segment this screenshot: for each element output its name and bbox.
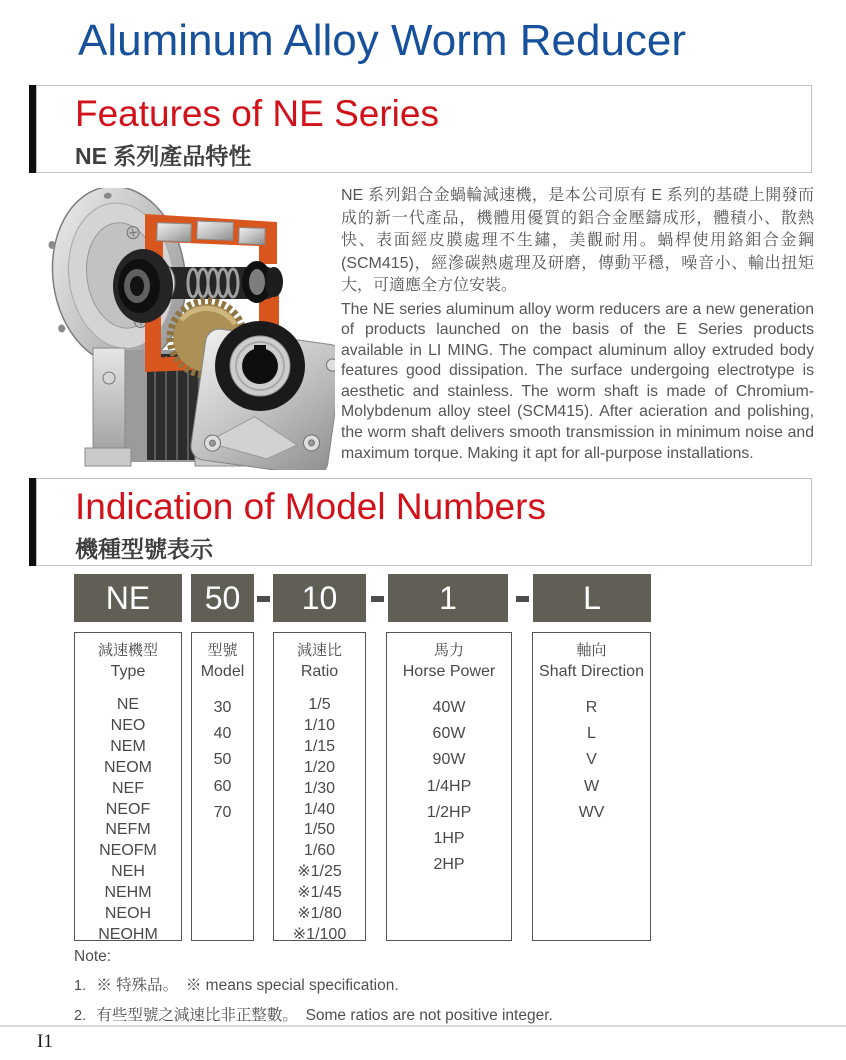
table-cell: 1/15 [303, 737, 336, 755]
features-paragraph-en: The NE series aluminum alloy worm reducers are a new generation of products launched on the basis of the E Series products available in LI MING. The compact aluminum alloy extruded body features good dissipation. The surface undergoing electrotype is aesthetic and stainless. The worm shaft is made of Chromium-Molybdenum alloy steel (SCM415). After acieration and polishing, the worm shaft delivers smooth transmission in minimum noise and maximum torque. Making it apt for all-purpose installations. [341, 300, 814, 462]
features-heading-en: Features of NE Series [75, 93, 439, 134]
table-cell: 1/20 [303, 758, 336, 776]
model-code-type: NE [74, 574, 182, 622]
features-text-block [341, 185, 814, 464]
table-cell: 40 [213, 725, 232, 743]
table-cell: L [587, 725, 596, 743]
column-header-zh: 軸向 [576, 642, 607, 659]
column-values [533, 695, 650, 826]
model-code-shaft: L [533, 574, 651, 622]
note-number: 2. [74, 1008, 87, 1024]
table-cell: 1/30 [303, 779, 336, 797]
table-cell: R [585, 699, 598, 716]
column-values [75, 695, 181, 946]
model-code-dash [371, 596, 384, 602]
table-cell: 40W [432, 699, 466, 716]
section-accent-bar [29, 85, 36, 173]
model-heading-zh: 機種型號表示 [75, 536, 213, 562]
model-code-model: 50 [191, 574, 254, 622]
table-cell: 1/5 [308, 696, 331, 713]
table-cell: 1/4HP [426, 777, 472, 795]
column-values [192, 695, 253, 826]
table-cell: NEOF [105, 800, 151, 818]
table-cell: ※1/45 [297, 884, 342, 902]
column-header-zh: 馬力 [433, 642, 464, 659]
note-text: 有些型號之減速比非正整數。 Some ratios are not positive integer. [96, 1007, 553, 1024]
column-header-en: Ratio [300, 663, 339, 680]
table-cell: NEOFM [99, 842, 157, 860]
model-code-ratio: 10 [273, 574, 366, 622]
table-cell: 1/10 [303, 716, 336, 734]
column-model [191, 632, 254, 941]
table-cell: 1/40 [303, 800, 336, 818]
table-cell: 60W [432, 725, 466, 743]
table-cell: NEOM [104, 758, 152, 776]
table-cell: V [586, 751, 597, 769]
model-heading-en: Indication of Model Numbers [75, 486, 546, 527]
table-cell: ※1/100 [292, 925, 347, 943]
table-cell: 70 [213, 803, 232, 821]
footer-divider [0, 1025, 846, 1027]
model-code-hp: 1 [388, 574, 508, 622]
table-cell: NEO [110, 716, 146, 734]
column-header-zh: 減速比 [296, 642, 342, 659]
table-cell: ※1/25 [297, 863, 342, 881]
worm-reducer-cutaway-image [35, 188, 335, 470]
table-cell: NEM [110, 737, 146, 755]
column-header-en: Type [110, 663, 146, 680]
column-values [274, 695, 365, 946]
column-header-en: Shaft Direction [539, 663, 644, 680]
section-accent-bar [29, 478, 36, 566]
table-cell: 1/50 [303, 821, 336, 839]
table-cell: 2HP [433, 856, 465, 874]
table-cell: WV [578, 803, 605, 821]
model-code-dash [516, 596, 529, 602]
table-cell: NEOH [104, 905, 152, 923]
note-item [74, 1003, 774, 1025]
column-header-en: Model [200, 663, 245, 680]
column-header-zh: 型號 [207, 642, 238, 659]
note-text: ※ 特殊品。 ※ means special specification. [96, 977, 399, 994]
note-item [74, 973, 774, 995]
table-cell: 50 [213, 751, 232, 769]
column-ratio [273, 632, 366, 941]
table-cell: 30 [213, 699, 232, 716]
table-cell: NEHM [104, 884, 152, 902]
model-code-dash [257, 596, 270, 602]
table-cell: NEFM [105, 821, 151, 839]
column-header-en: Horse Power [402, 663, 496, 680]
notes-block [74, 948, 774, 1033]
column-horse-power [386, 632, 512, 941]
table-cell: 1HP [433, 830, 465, 848]
table-cell: NEF [112, 779, 144, 797]
table-cell: 1/2HP [426, 803, 472, 821]
features-paragraph-zh: NE 系列鋁合金蝸輪減速機，是本公司原有 E 系列的基礎上開發而成的新一代產品，機體用優質的鋁合金壓鑄成形，體積小、散熱快、表面經皮膜處理不生鏽，美觀耐用。蝸桿使用鉻鉬合金鋼(SCM415)，經滲碳熱處理及研磨，傳動平穩，噪音小、輸出扭矩大，可適應全方位安裝。 [341, 187, 814, 294]
column-type [74, 632, 182, 941]
table-cell: 90W [432, 751, 466, 769]
table-cell: NEH [111, 863, 145, 881]
model-section-header [36, 478, 812, 566]
features-heading-zh: NE 系列產品特性 [75, 143, 252, 169]
page-title: Aluminum Alloy Worm Reducer [78, 16, 687, 65]
column-header-zh: 減速機型 [97, 642, 158, 659]
table-cell: 60 [213, 777, 232, 795]
column-values [387, 695, 511, 878]
column-shaft-direction [532, 632, 651, 941]
table-cell: ※1/80 [297, 905, 342, 923]
table-cell: W [583, 777, 600, 795]
table-cell: NEOHM [98, 925, 158, 943]
table-cell: NE [116, 696, 140, 713]
note-label: Note: [74, 948, 112, 965]
note-number: 1. [74, 978, 87, 994]
page-number: I1 [37, 1031, 53, 1052]
table-cell: 1/60 [303, 842, 336, 860]
features-section-header [36, 85, 812, 173]
product-photo [35, 188, 335, 475]
